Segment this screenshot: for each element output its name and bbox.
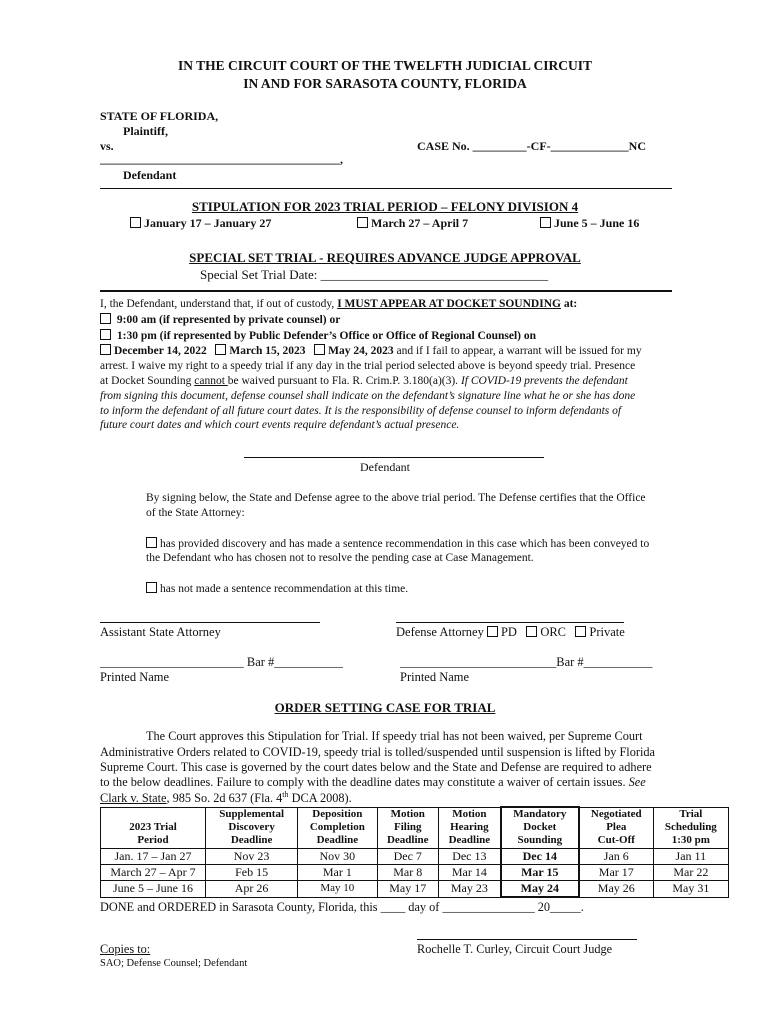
checkbox-icon[interactable] [100, 329, 111, 340]
judge-name: Rochelle T. Curley, Circuit Court Judge [417, 942, 613, 956]
defense-label: Defense Attorney PD ORC Private [396, 625, 625, 639]
defendant-intro: I, the Defendant, understand that, if out of custody, I MUST APPEAR AT DOCKET SOUNDING at: [100, 298, 578, 310]
judge-signature-line[interactable] [417, 939, 637, 940]
table-cell: Nov 30 [298, 849, 377, 865]
table-cell-docket: Mar 15 [501, 865, 579, 881]
divider [100, 188, 672, 189]
table-cell: Jan 6 [579, 849, 653, 865]
defendant-name-blank: ________________________________________, [100, 152, 343, 166]
court-header-line2: IN AND FOR SARASOTA COUNTY, FLORIDA [243, 76, 527, 91]
printed-name-right: Printed Name [400, 670, 470, 684]
table-cell: Dec 7 [377, 849, 439, 865]
period-option-2[interactable]: March 27 – April 7 [357, 216, 468, 230]
appearance-option-2[interactable]: 1:30 pm (if represented by Public Defender’s Office or Office of Regional Counsel) on [100, 329, 536, 344]
date-option-2[interactable]: March 15, 2023 [215, 345, 305, 357]
table-cell: Nov 23 [206, 849, 298, 865]
case-number: CASE No. _________-CF-_____________NC [417, 139, 646, 153]
copies-to-label: Copies to: [100, 942, 151, 956]
date-option-3[interactable]: May 24, 2023 [314, 345, 393, 357]
case-citation: Clark v. State, 985 So. 2d 637 (Fla. 4th DCA 2008). [100, 790, 352, 806]
checkbox-icon[interactable] [540, 217, 551, 228]
defendant-signature-line[interactable] [244, 457, 544, 458]
order-para-4: to the below deadlines. Failure to comply with the deadline dates may constitute a waiver of certain issues. See [100, 775, 646, 789]
asa-signature-line[interactable] [100, 622, 320, 623]
table-cell: Dec 13 [439, 849, 501, 865]
table-cell: May 10 [298, 881, 377, 898]
defense-signature-line[interactable] [396, 622, 624, 623]
table-cell: May 17 [377, 881, 439, 898]
table-cell: Mar 14 [439, 865, 501, 881]
agreement-option-1-cont: the Defendant who has chosen not to resolve the pending case at Case Management. [146, 552, 534, 564]
order-para-1: The Court approves this Stipulation for Trial. If speedy trial has not been waived, per Supreme Court [146, 729, 643, 743]
checkbox-icon[interactable] [146, 582, 157, 593]
col-header-trial-scheduling: Trial Scheduling 1:30 pm [653, 807, 728, 849]
checkbox-pd[interactable] [487, 626, 498, 637]
table-cell: Jan 11 [653, 849, 728, 865]
waiver-line: arrest. I waive my right to a speedy trial if any day in the trial period selected above is beyond speedy trial. Presence [100, 360, 636, 372]
caption-defendant: Defendant [123, 168, 177, 182]
checkbox-icon[interactable] [100, 344, 111, 355]
col-header-plea-cutoff: Negotiated Plea Cut-Off [579, 807, 653, 849]
table-header-row [101, 807, 729, 849]
covid-note-4: future court dates and which court events require defendant’s actual presence. [100, 419, 460, 431]
deadline-table [100, 806, 729, 898]
col-header-motion-filing: Motion Filing Deadline [377, 807, 439, 849]
table-row [101, 849, 729, 865]
covid-note-3: to inform the defendant of all future court dates. It is the responsibility of defense counsel to inform defendants of [100, 405, 622, 417]
table-cell: Jan. 17 – Jan 27 [101, 849, 206, 865]
caption-plaintiff: Plaintiff, [123, 124, 168, 138]
printed-name-left: Printed Name [100, 670, 170, 684]
appearance-option-1[interactable]: 9:00 am (if represented by private counsel) or [100, 313, 340, 328]
table-cell: June 5 – June 16 [101, 881, 206, 898]
table-cell-docket: Dec 14 [501, 849, 579, 865]
table-cell: March 27 – Apr 7 [101, 865, 206, 881]
checkbox-icon[interactable] [314, 344, 325, 355]
copies-recipients: SAO; Defense Counsel; Defendant [100, 958, 248, 969]
checkbox-orc[interactable] [526, 626, 537, 637]
checkbox-icon[interactable] [130, 217, 141, 228]
period-option-1[interactable]: January 17 – January 27 [130, 216, 271, 230]
table-cell: Apr 26 [206, 881, 298, 898]
table-cell: Mar 1 [298, 865, 377, 881]
docket-date-options: December 14, 2022 March 15, 2023 May 24, 2023 and if I fail to appear, a warrant will be issued for my [100, 344, 642, 359]
agreement-intro-2: of the State Attorney: [146, 507, 245, 519]
court-header-line1: IN THE CIRCUIT COURT OF THE TWELFTH JUDICIAL CIRCUIT [177, 58, 593, 73]
col-header-motion-hearing: Motion Hearing Deadline [439, 807, 501, 849]
col-header-deposition: Deposition Completion Deadline [298, 807, 377, 849]
special-set-date[interactable]: Special Set Trial Date: ___________________________________ [200, 267, 549, 282]
bar-number-left[interactable]: _______________________ Bar #___________ [100, 655, 344, 669]
agreement-option-1[interactable]: has provided discovery and has made a sentence recommendation in this case which has been conveyed to [146, 537, 649, 552]
table-cell: Mar 22 [653, 865, 728, 881]
asa-label: Assistant State Attorney [100, 625, 221, 639]
agreement-option-2[interactable]: has not made a sentence recommendation at this time. [146, 582, 408, 597]
order-para-2: Administrative Orders related to COVID-19, speedy trial is tolled/suspended until suspension is lifted by Florida [100, 745, 655, 759]
caption-vs: vs. [100, 139, 114, 153]
checkbox-private[interactable] [575, 626, 586, 637]
defendant-signature-label: Defendant [360, 460, 410, 474]
period-option-3[interactable]: June 5 – June 16 [540, 216, 639, 230]
order-title: ORDER SETTING CASE FOR TRIAL [274, 700, 496, 715]
checkbox-icon[interactable] [100, 313, 111, 324]
table-cell: May 26 [579, 881, 653, 898]
caption-state: STATE OF FLORIDA, [100, 109, 219, 123]
checkbox-icon[interactable] [215, 344, 226, 355]
covid-note-2: from signing this document, defense counsel shall indicate on the defendant’s signature line what he or she has done [100, 390, 636, 402]
table-cell: Mar 17 [579, 865, 653, 881]
stipulation-title: STIPULATION FOR 2023 TRIAL PERIOD – FELONY DIVISION 4 [191, 199, 579, 214]
table-row [101, 881, 729, 898]
table-cell: Feb 15 [206, 865, 298, 881]
col-header-period: 2023 Trial Period [101, 807, 206, 849]
table-row [101, 865, 729, 881]
order-para-3: Supreme Court. This case is governed by the court dates below and the State and Defense are required to adhere [100, 760, 652, 774]
col-header-docket-sounding: Mandatory Docket Sounding [501, 807, 579, 849]
checkbox-icon[interactable] [146, 537, 157, 548]
special-set-title: SPECIAL SET TRIAL - REQUIRES ADVANCE JUDGE APPROVAL [189, 250, 581, 265]
done-and-ordered[interactable]: DONE and ORDERED in Sarasota County, Florida, this ____ day of _______________ 20_____. [100, 900, 584, 914]
presence-line: at Docket Sounding cannot be waived pursuant to Fla. R. Crim.P. 3.180(a)(3). If COVID-19 prevents the defendant [100, 375, 628, 387]
table-cell: May 23 [439, 881, 501, 898]
bar-number-right[interactable]: _________________________Bar #___________ [400, 655, 653, 669]
checkbox-icon[interactable] [357, 217, 368, 228]
date-option-1[interactable]: December 14, 2022 [100, 345, 207, 357]
divider-thick [100, 290, 672, 292]
table-cell: Mar 8 [377, 865, 439, 881]
table-cell: May 31 [653, 881, 728, 898]
col-header-supplemental: Supplemental Discovery Deadline [206, 807, 298, 849]
agreement-intro-1: By signing below, the State and Defense agree to the above trial period. The Defense certifies that the Office [146, 492, 646, 504]
table-cell-docket: May 24 [501, 881, 579, 898]
